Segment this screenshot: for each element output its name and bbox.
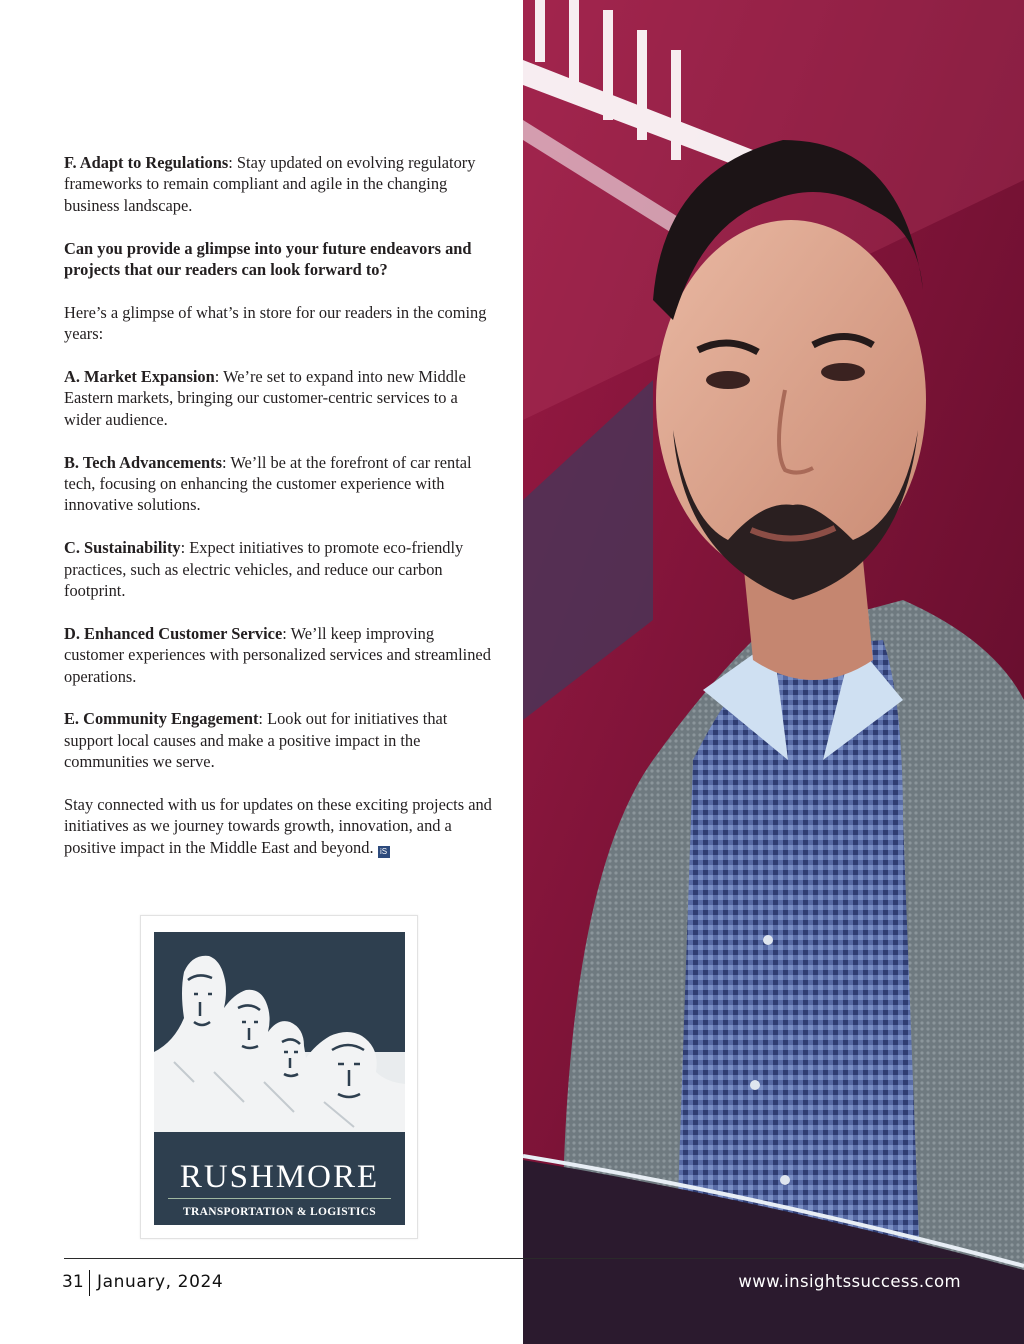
- article-paragraph: [64, 794, 496, 858]
- paragraph-text: : Expect initiatives to promote eco-friendly practices, such as electric vehicles, and reduce our carbon footprint.: [64, 538, 464, 601]
- footer-rule: [64, 1258, 960, 1259]
- article-paragraph: [64, 537, 496, 601]
- paragraph-text: : Stay updated on evolving regulatory frameworks to remain compliant and agile in the changing business landscape.: [64, 153, 476, 215]
- paragraph-text: Stay connected with us for updates on these exciting projects and initiatives as we journey towards growth, innovation, and a positive impact in the Middle East and beyond.: [64, 795, 492, 857]
- company-logo: [140, 915, 418, 1239]
- paragraph-lead: B. Tech Advancements: [64, 452, 223, 472]
- article-paragraph: [64, 623, 496, 687]
- end-of-article-icon: iS: [378, 846, 390, 858]
- article-paragraph: [64, 708, 496, 772]
- paragraph-lead: C. Sustainability: [64, 538, 181, 558]
- website-link[interactable]: www.insightssuccess.com: [738, 1272, 961, 1291]
- paragraph-text: : We’ll be at the forefront of car rental tech, focusing on enhancing the customer experience with innovative solutions.: [64, 452, 472, 515]
- paragraph-lead: D. Enhanced Customer Service: [64, 623, 283, 643]
- logo-tagline: TRANSPORTATION & LOGISTICS: [183, 1206, 376, 1218]
- portrait-illustration: [523, 0, 1024, 1344]
- interview-question: [64, 238, 496, 281]
- article-body: [64, 152, 496, 880]
- paragraph-text: : We’re set to expand into new Middle Eastern markets, bringing our customer-centric services to a wider audience.: [64, 367, 466, 429]
- question-text: Can you provide a glimpse into your future endeavors and projects that our readers can look forward to?: [64, 238, 472, 280]
- paragraph-text: Here’s a glimpse of what’s in store for our readers in the coming years:: [64, 302, 487, 344]
- portrait-photo: [523, 0, 1024, 1344]
- page-number: 31: [62, 1272, 84, 1292]
- article-paragraph: [64, 302, 496, 345]
- article-paragraph: [64, 152, 496, 216]
- paragraph-lead: E. Community Engagement: [64, 709, 259, 729]
- logo-wordmark: RUSHMORE: [179, 1159, 380, 1195]
- paragraph-text: : We’ll keep improving customer experiences with personalized services and streamlined operations.: [64, 623, 491, 686]
- issue-date: January, 2024: [97, 1272, 224, 1292]
- logo-divider: [168, 1198, 391, 1199]
- paragraph-lead: A. Market Expansion: [64, 367, 215, 387]
- paragraph-lead: F. Adapt to Regulations: [64, 153, 229, 172]
- logo-panel: [154, 932, 405, 1225]
- article-paragraph: [64, 366, 496, 430]
- article-paragraph: [64, 452, 496, 516]
- footer-separator: [89, 1270, 90, 1296]
- mount-rushmore-icon: [154, 932, 405, 1132]
- paragraph-text: : Look out for initiatives that support local causes and make a positive impact in the communities we serve.: [64, 709, 448, 772]
